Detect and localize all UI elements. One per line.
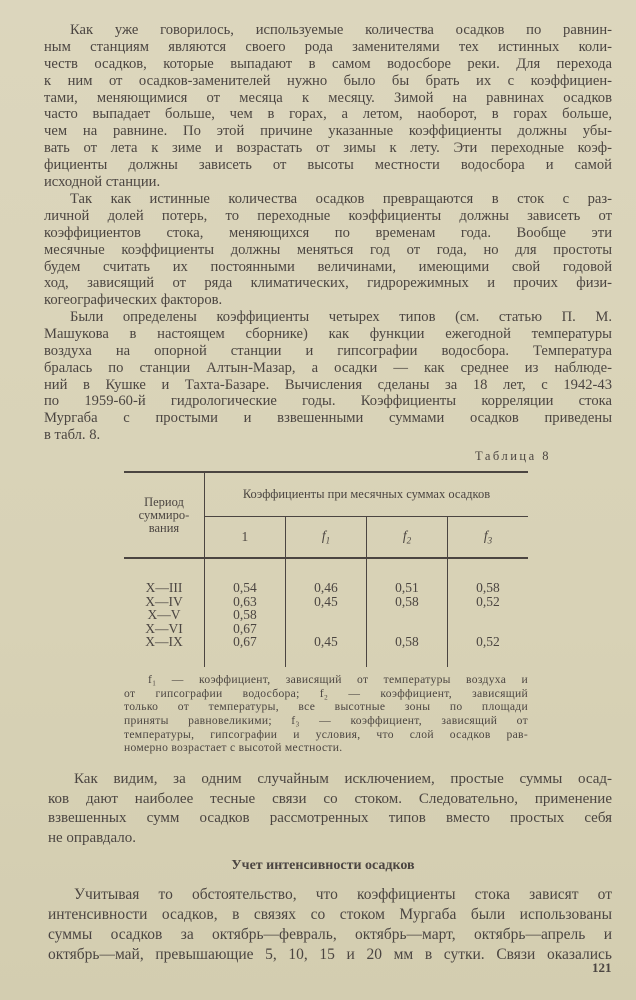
text-line: честв осадков, которые выпадают в самом водосборе реки. Для перехода — [44, 55, 612, 72]
text-line: в табл. 8. — [44, 427, 101, 444]
page-number: 121 — [592, 960, 612, 975]
value-cell: 0,46 — [285, 558, 366, 595]
value-cell: 0,67 — [204, 622, 285, 636]
text-line: личной долей потерь, то переходные коэффициенты должны зависеть от — [44, 207, 612, 224]
text-line: взвешенных сумм осадков рассмотренных типов вместо простых себя — [48, 810, 612, 826]
value-cell: 0,51 — [366, 558, 447, 595]
value-cell — [366, 608, 447, 622]
value-cell: 0,58 — [476, 580, 500, 595]
value-cell — [447, 622, 528, 636]
value-cell — [447, 608, 528, 622]
table-caption: Таблица 8 — [475, 449, 551, 463]
group-header: Коэффициенты при месячных суммах осадков — [204, 472, 528, 517]
column-subscript: 1 — [325, 535, 331, 546]
value-cell: 0,45 — [285, 635, 366, 667]
text-line: по 1959-60-й гидрологические годы. Коэффициенты корреляции стока — [44, 393, 612, 410]
text-line: Машукова в настоящем сборнике) как функции ежегодной температуры — [44, 325, 612, 342]
text-line: Как видим, за одним случайным исключением, простые суммы осад- — [74, 771, 612, 787]
text-line: интенсивности осадков, в связях со стоком Мургаба были использованы — [48, 906, 612, 923]
text-line: к ним от осадков-заменителей нужно было бы брать их с коэффициен- — [44, 72, 612, 89]
table-row — [124, 635, 528, 667]
value-cell: 0,52 — [476, 593, 500, 609]
text-line: фициенты должны зависеть от высоты местности водосбора и самой — [44, 157, 612, 174]
text-line: бралась по станции Алтын-Мазар, а осадки — как среднее из наблюде- — [44, 359, 612, 376]
text-line: ход, зависящий от ряда климатических, гидрорежимных и прочих физи- — [44, 275, 612, 292]
value-cell: 0,45 — [285, 595, 366, 609]
column-header — [447, 517, 528, 559]
column-header — [204, 517, 285, 559]
text-line: чем на равнине. По этой причине указанные коэффициенты должны убы- — [44, 123, 612, 140]
value-cell: 0,67 — [204, 635, 285, 667]
value-cell — [285, 622, 366, 636]
text-line: ным станциям являются своего рода заменителями тех истинных коли- — [44, 38, 612, 55]
value-cell: 0,54 — [204, 558, 285, 595]
period-cell: X—IX — [124, 635, 204, 667]
text-line: месячные коэффициенты должны меняться год от года, но для простоты — [44, 241, 612, 258]
column-symbol: f — [402, 528, 407, 544]
period-cell: X—III — [124, 558, 204, 595]
table-row — [124, 595, 528, 609]
value-cell: 0,58 — [204, 608, 285, 622]
text-line: когеографических факторов. — [44, 292, 223, 309]
period-header: Период суммиро-вания — [124, 472, 204, 558]
text-line: от гипсографии водосбора; f₂ — коэффициент, зависящий — [124, 686, 528, 700]
column-subscript: 3 — [487, 535, 493, 546]
section-heading: Учет интенсивности осадков — [231, 858, 415, 873]
text-line: ний в Кушке и Тахта-Базаре. Вычисления сделаны за 18 лет, с 1942-43 — [44, 376, 612, 393]
text-line: будем считать их постоянными величинами, имеющими свой годовой — [44, 258, 612, 275]
column-subscript: 2 — [406, 535, 412, 546]
text-line: Так как истинные количества осадков превращаются в сток с раз- — [70, 191, 612, 207]
period-cell: X—V — [124, 608, 204, 622]
column-symbol: f — [483, 528, 488, 544]
paragraph-4 — [48, 771, 612, 849]
text-line: воздуха на опорной станции и гипсографии водосбора. Температура — [44, 342, 612, 359]
column-header — [285, 517, 366, 559]
value-cell: 0,58 — [366, 635, 447, 667]
paragraph-3 — [44, 309, 612, 444]
text-line: Учитывая то обстоятельство, что коэффициенты стока зависят от — [74, 886, 612, 903]
text-line: только от температуры, все высотные зоны по площади — [124, 700, 528, 714]
value-cell: 0,58 — [366, 595, 447, 609]
paragraph-5 — [48, 886, 612, 966]
text-line: Были определены коэффициенты четырех типов (см. статью П. М. — [70, 309, 612, 325]
value-cell — [285, 608, 366, 622]
column-header — [366, 517, 447, 559]
text-line: суммы осадков за октябрь—февраль, октябрь—март, октябрь—апрель и — [48, 926, 612, 943]
column-symbol: f — [321, 528, 326, 544]
table-row — [124, 622, 528, 636]
text-line: тами, меняющимися от месяца к месяцу. Зимой на равнинах осадков — [44, 89, 612, 106]
column-symbol: 1 — [241, 529, 249, 544]
text-line: температуры, гипсографии и условия, что слой осадков рав- — [124, 727, 528, 741]
value-cell: 0,63 — [204, 595, 285, 609]
text-line: октябрь—май, превышающие 5, 10, 15 и 20 мм в сутки. Связи оказались — [48, 946, 612, 963]
text-line: приняты равновеликими; f₃ — коэффициент, зависящий от — [124, 714, 528, 728]
text-line: Мургаба с простыми и взвешенными суммами осадков приведены — [44, 410, 612, 427]
text-line: не оправдало. — [48, 829, 136, 846]
paragraph-1 — [44, 22, 612, 191]
text-line: часто выпадает больше, чем в горах, а летом, наоборот, в горах больше, — [44, 106, 612, 123]
text-line: Как уже говорилось, используемые количества осадков по равнин- — [70, 22, 612, 38]
text-line: номерно возрастает с высотой местности. — [124, 741, 343, 755]
coefficients-table — [124, 471, 528, 667]
period-cell: X—IV — [124, 595, 204, 609]
text-line: исходной станции. — [44, 174, 161, 191]
text-line: f₁ — коэффициент, зависящий от температуры воздуха и — [148, 673, 528, 686]
paragraph-2 — [44, 191, 612, 309]
value-cell — [366, 622, 447, 636]
period-cell: X—VI — [124, 622, 204, 636]
text-line: вать от лета к зиме и возрастать от зимы к лету. Эти переходные коэф- — [44, 140, 612, 157]
table-row — [124, 558, 528, 595]
table-row — [124, 608, 528, 622]
value-cell: 0,52 — [476, 634, 500, 650]
text-line: ков дают наиболее тесные связи со стоком. Следовательно, применение — [48, 790, 612, 807]
table-footnote — [124, 673, 528, 755]
text-line: коэффициентов стока, меняющихся по временам года. Вообще эти — [44, 224, 612, 241]
